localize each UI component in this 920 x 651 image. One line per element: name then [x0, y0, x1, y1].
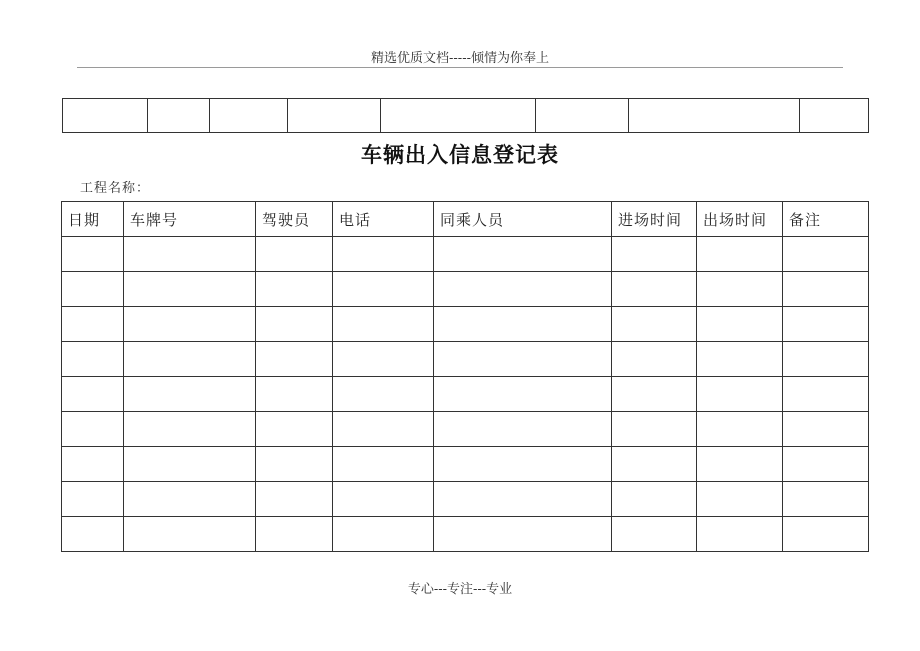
table-row — [62, 517, 869, 552]
registration-table — [61, 201, 869, 552]
table-cell — [434, 482, 612, 517]
header-divider — [77, 67, 843, 68]
col-header-remarks: 备注 — [783, 202, 869, 237]
table-cell — [62, 307, 124, 342]
table-cell — [783, 412, 869, 447]
table-cell — [612, 237, 697, 272]
blank-cell — [63, 99, 148, 133]
table-cell — [62, 517, 124, 552]
table-body — [62, 237, 869, 552]
table-cell — [256, 272, 333, 307]
table-header-row — [62, 202, 869, 237]
table-cell — [62, 412, 124, 447]
blank-cell — [800, 99, 869, 133]
table-cell — [333, 517, 434, 552]
table-cell — [434, 307, 612, 342]
col-header-entry-time: 进场时间 — [612, 202, 697, 237]
table-row — [62, 272, 869, 307]
table-cell — [783, 237, 869, 272]
table-cell — [434, 377, 612, 412]
col-header-driver: 驾驶员 — [256, 202, 333, 237]
table-cell — [62, 342, 124, 377]
table-cell — [256, 412, 333, 447]
table-cell — [124, 412, 256, 447]
table-cell — [333, 237, 434, 272]
col-header-plate: 车牌号 — [124, 202, 256, 237]
table-cell — [612, 307, 697, 342]
project-name-label: 工程名称： — [80, 181, 151, 196]
table-row — [62, 377, 869, 412]
table-cell — [783, 272, 869, 307]
blank-cell — [148, 99, 210, 133]
table-cell — [62, 272, 124, 307]
table-cell — [612, 412, 697, 447]
table-cell — [62, 447, 124, 482]
table-cell — [124, 517, 256, 552]
table-row — [62, 482, 869, 517]
table-cell — [333, 342, 434, 377]
table-cell — [697, 237, 783, 272]
page-header: 精选优质文档-----倾情为你奉上 — [371, 51, 549, 66]
table-cell — [124, 377, 256, 412]
table-cell — [256, 482, 333, 517]
page-footer: 专心---专注---专业 — [407, 582, 513, 597]
table-cell — [62, 377, 124, 412]
table-cell — [697, 342, 783, 377]
table-cell — [256, 377, 333, 412]
table-cell — [783, 517, 869, 552]
table-cell — [62, 237, 124, 272]
col-header-exit-time: 出场时间 — [697, 202, 783, 237]
table-cell — [434, 237, 612, 272]
table-cell — [333, 482, 434, 517]
table-cell — [783, 307, 869, 342]
table-cell — [783, 482, 869, 517]
table-row — [62, 447, 869, 482]
col-header-date: 日期 — [62, 202, 124, 237]
table-cell — [124, 447, 256, 482]
table-cell — [697, 377, 783, 412]
col-header-passengers: 同乘人员 — [434, 202, 612, 237]
table-cell — [333, 377, 434, 412]
table-cell — [697, 272, 783, 307]
table-cell — [434, 517, 612, 552]
table-cell — [612, 517, 697, 552]
table-cell — [124, 307, 256, 342]
table-cell — [783, 342, 869, 377]
table-cell — [783, 447, 869, 482]
blank-cell — [536, 99, 629, 133]
table-cell — [783, 377, 869, 412]
table-cell — [434, 272, 612, 307]
blank-cell — [288, 99, 381, 133]
table-cell — [124, 482, 256, 517]
blank-cell — [629, 99, 800, 133]
table-cell — [434, 412, 612, 447]
table-cell — [256, 517, 333, 552]
blank-cell — [210, 99, 288, 133]
table-cell — [124, 272, 256, 307]
table-row — [62, 307, 869, 342]
table-cell — [333, 272, 434, 307]
table-cell — [256, 237, 333, 272]
table-cell — [256, 307, 333, 342]
table-cell — [697, 482, 783, 517]
table-cell — [612, 342, 697, 377]
table-cell — [62, 482, 124, 517]
table-cell — [697, 412, 783, 447]
table-row — [62, 412, 869, 447]
table-cell — [256, 447, 333, 482]
table-cell — [256, 342, 333, 377]
col-header-phone: 电话 — [333, 202, 434, 237]
table-cell — [612, 482, 697, 517]
table-cell — [333, 412, 434, 447]
table-row — [62, 237, 869, 272]
table-cell — [434, 447, 612, 482]
table-cell — [434, 342, 612, 377]
form-title: 车辆出入信息登记表 — [361, 143, 559, 167]
table-cell — [333, 447, 434, 482]
table-cell — [612, 377, 697, 412]
table-cell — [124, 342, 256, 377]
table-cell — [697, 517, 783, 552]
table-cell — [612, 447, 697, 482]
table-cell — [697, 447, 783, 482]
top-blank-row — [63, 99, 869, 133]
table-cell — [612, 272, 697, 307]
table-cell — [124, 237, 256, 272]
blank-cell — [381, 99, 536, 133]
table-row — [62, 342, 869, 377]
top-blank-table — [62, 98, 869, 133]
table-cell — [333, 307, 434, 342]
table-cell — [697, 307, 783, 342]
